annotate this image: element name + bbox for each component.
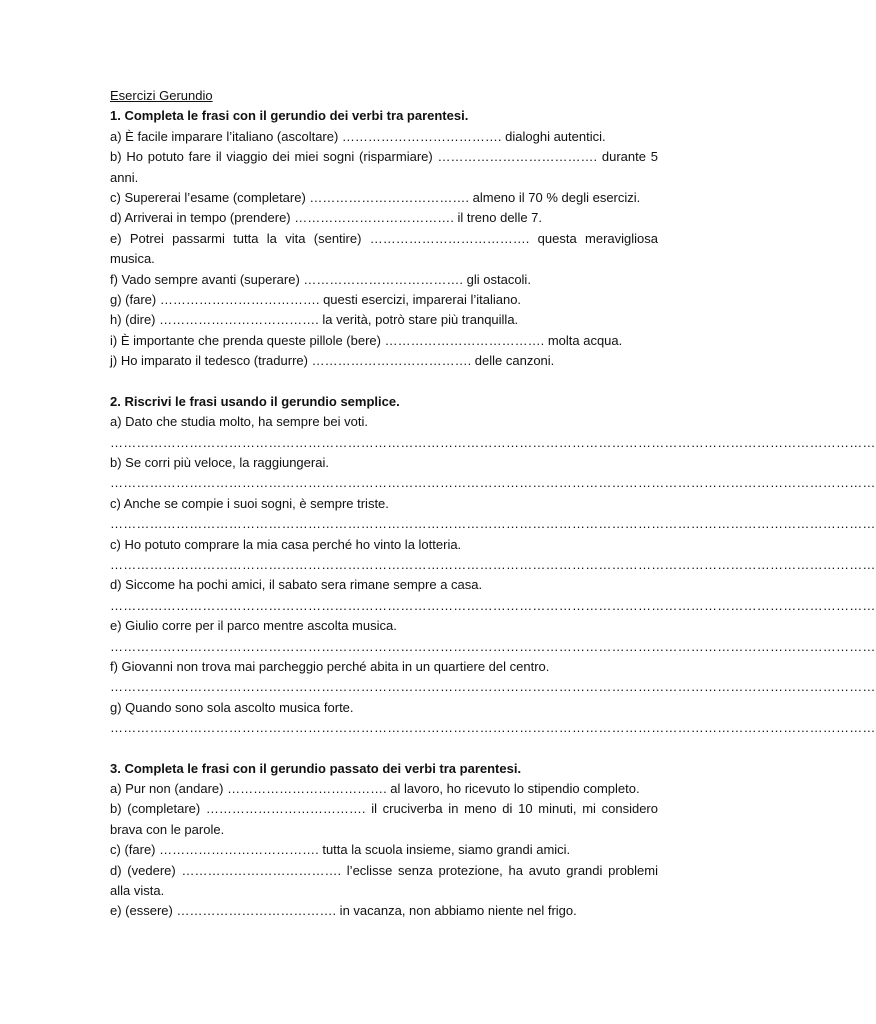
section-3-heading: 3. Completa le frasi con il gerundio passato dei verbi tra parentesi. [110, 760, 522, 776]
exercise-2-item: b) Se corri più veloce, la raggiungerai. [110, 454, 329, 470]
answer-line: ………………………………………………………………………………………………………………………………………………………… [110, 679, 876, 695]
exercise-3-item: e) (essere) ………………………………. in vacanza, non abbiamo niente nel frigo. [110, 903, 577, 919]
answer-line: ………………………………………………………………………………………………………………………………………………………… [110, 638, 876, 654]
worksheet [110, 86, 876, 922]
answer-line: ………………………………………………………………………………………………………………………………………………………… [110, 434, 876, 450]
section-spacer [110, 739, 658, 759]
exercise-2-item: a) Dato che studia molto, ha sempre bei voti. [110, 414, 368, 430]
document-title: Esercizi Gerundio [110, 88, 213, 103]
exercise-1-item: a) È facile imparare l’italiano (ascoltare) ………………………………. dialoghi autentici. [110, 128, 606, 144]
section-spacer [110, 372, 658, 392]
answer-line: ………………………………………………………………………………………………………………………………………………………… [110, 597, 876, 613]
exercise-1-item: h) (dire) ………………………………. la verità, potrò stare più tranquilla. [110, 312, 519, 328]
exercise-2-item: e) Giulio corre per il parco mentre ascolta musica. [110, 618, 397, 634]
exercise-2-item: d) Siccome ha pochi amici, il sabato sera rimane sempre a casa. [110, 577, 483, 593]
exercise-3-item: b) (completare) ………………………………. il cruciverba in meno di 10 minuti, mi considero brava con le parole. [110, 801, 658, 837]
answer-line: ………………………………………………………………………………………………………………………………………………………… [110, 556, 876, 572]
exercise-1-item: g) (fare) ………………………………. questi esercizi, imparerai l’italiano. [110, 292, 522, 308]
exercise-1-item: j) Ho imparato il tedesco (tradurre) ………………………………. delle canzoni. [110, 353, 555, 369]
exercise-1-item: d) Arriverai in tempo (prendere) ………………………………. il treno delle 7. [110, 210, 543, 226]
exercise-1-item: c) Supererai l’esame (completare) ………………………………. almeno il 70 % degli esercizi. [110, 190, 641, 206]
exercise-2-item: c) Anche se compie i suoi sogni, è sempre triste. [110, 495, 389, 511]
exercise-3-item: d) (vedere) ………………………………. l’eclisse senza protezione, ha avuto grandi problemi alla vista. [110, 862, 658, 899]
exercise-2-item: g) Quando sono sola ascolto musica forte. [110, 699, 354, 715]
answer-line: ………………………………………………………………………………………………………………………………………………………… [110, 720, 876, 736]
answer-line: ………………………………………………………………………………………………………………………………………………………… [110, 516, 876, 532]
exercise-3-item: c) (fare) ………………………………. tutta la scuola insieme, siamo grandi amici. [110, 842, 571, 858]
answer-line: ………………………………………………………………………………………………………………………………………………………… [110, 475, 876, 491]
exercise-3-item: a) Pur non (andare) ………………………………. al lavoro, ho ricevuto lo stipendio completo. [110, 781, 640, 796]
section-1-heading: 1. Completa le frasi con il gerundio dei verbi tra parentesi. [110, 108, 469, 124]
exercise-1-item: e) Potrei passarmi tutta la vita (sentire) ………………………………. questa meravigliosa musica. [110, 230, 658, 267]
section-2-heading: 2. Riscrivi le frasi usando il gerundio semplice. [110, 393, 400, 409]
exercise-1-item: b) Ho potuto fare il viaggio dei miei sogni (risparmiare) ………………………………. durante 5 anni. [110, 149, 658, 185]
exercise-2-item: c) Ho potuto comprare la mia casa perché ho vinto la lotteria. [110, 536, 462, 552]
exercise-1-item: i) È importante che prenda queste pillole (bere) ………………………………. molta acqua. [110, 332, 623, 348]
exercise-2-item: f) Giovanni non trova mai parcheggio perché abita in un quartiere del centro. [110, 658, 550, 674]
exercise-1-item: f) Vado sempre avanti (superare) ………………………………. gli ostacoli. [110, 271, 531, 287]
